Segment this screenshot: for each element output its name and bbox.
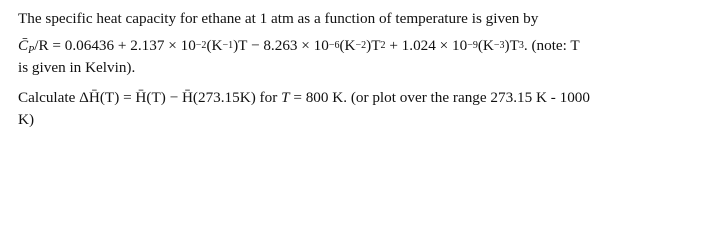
- note-start: . (note: T: [523, 37, 580, 54]
- eq-part-1: /R = 0.06436 + 2.137 × 10: [34, 37, 196, 54]
- question-line: [18, 88, 590, 108]
- eq-part-5: )T: [504, 37, 519, 54]
- question-end-line: [18, 110, 34, 130]
- eq-part-4: + 1.024 × 10: [385, 37, 468, 54]
- intro-line: [18, 9, 538, 29]
- eq-exp-3: −9: [467, 40, 478, 51]
- eq-unit-exp-1: −1: [222, 40, 234, 51]
- intro-text: The specific heat capacity for ethane at 1 atm as a function of temperature is given by: [18, 10, 539, 27]
- question-start: Calculate ΔH̄(T) = H̄(T) − H̄(273.15K) for: [18, 89, 282, 106]
- note-end-line: [18, 58, 135, 78]
- cp-symbol: C̄: [18, 37, 29, 54]
- eq-unit-1: (K: [206, 37, 223, 54]
- eq-part-2: )T − 8.263 × 10: [233, 37, 329, 54]
- eq-unit-exp-3: −3: [493, 40, 505, 51]
- eq-part-3: )T: [366, 37, 381, 54]
- eq-unit-3: (K: [477, 37, 494, 54]
- question-end-text: K): [18, 111, 35, 128]
- note-end-text: is given in Kelvin).: [18, 59, 136, 76]
- question-rest: = 800 K. (or plot over the range 273.15 K - 1000: [289, 89, 590, 106]
- question-t-symbol: T: [281, 89, 290, 106]
- eq-exp-2: −6: [328, 40, 340, 51]
- eq-unit-2: (K: [339, 37, 356, 54]
- eq-pow-3: 3: [518, 40, 524, 51]
- eq-exp-1: −2: [195, 40, 207, 51]
- eq-unit-exp-2: −2: [355, 40, 367, 51]
- eq-pow-2: 2: [380, 40, 386, 51]
- cp-subscript: P: [28, 45, 35, 56]
- heat-capacity-equation: [18, 36, 580, 56]
